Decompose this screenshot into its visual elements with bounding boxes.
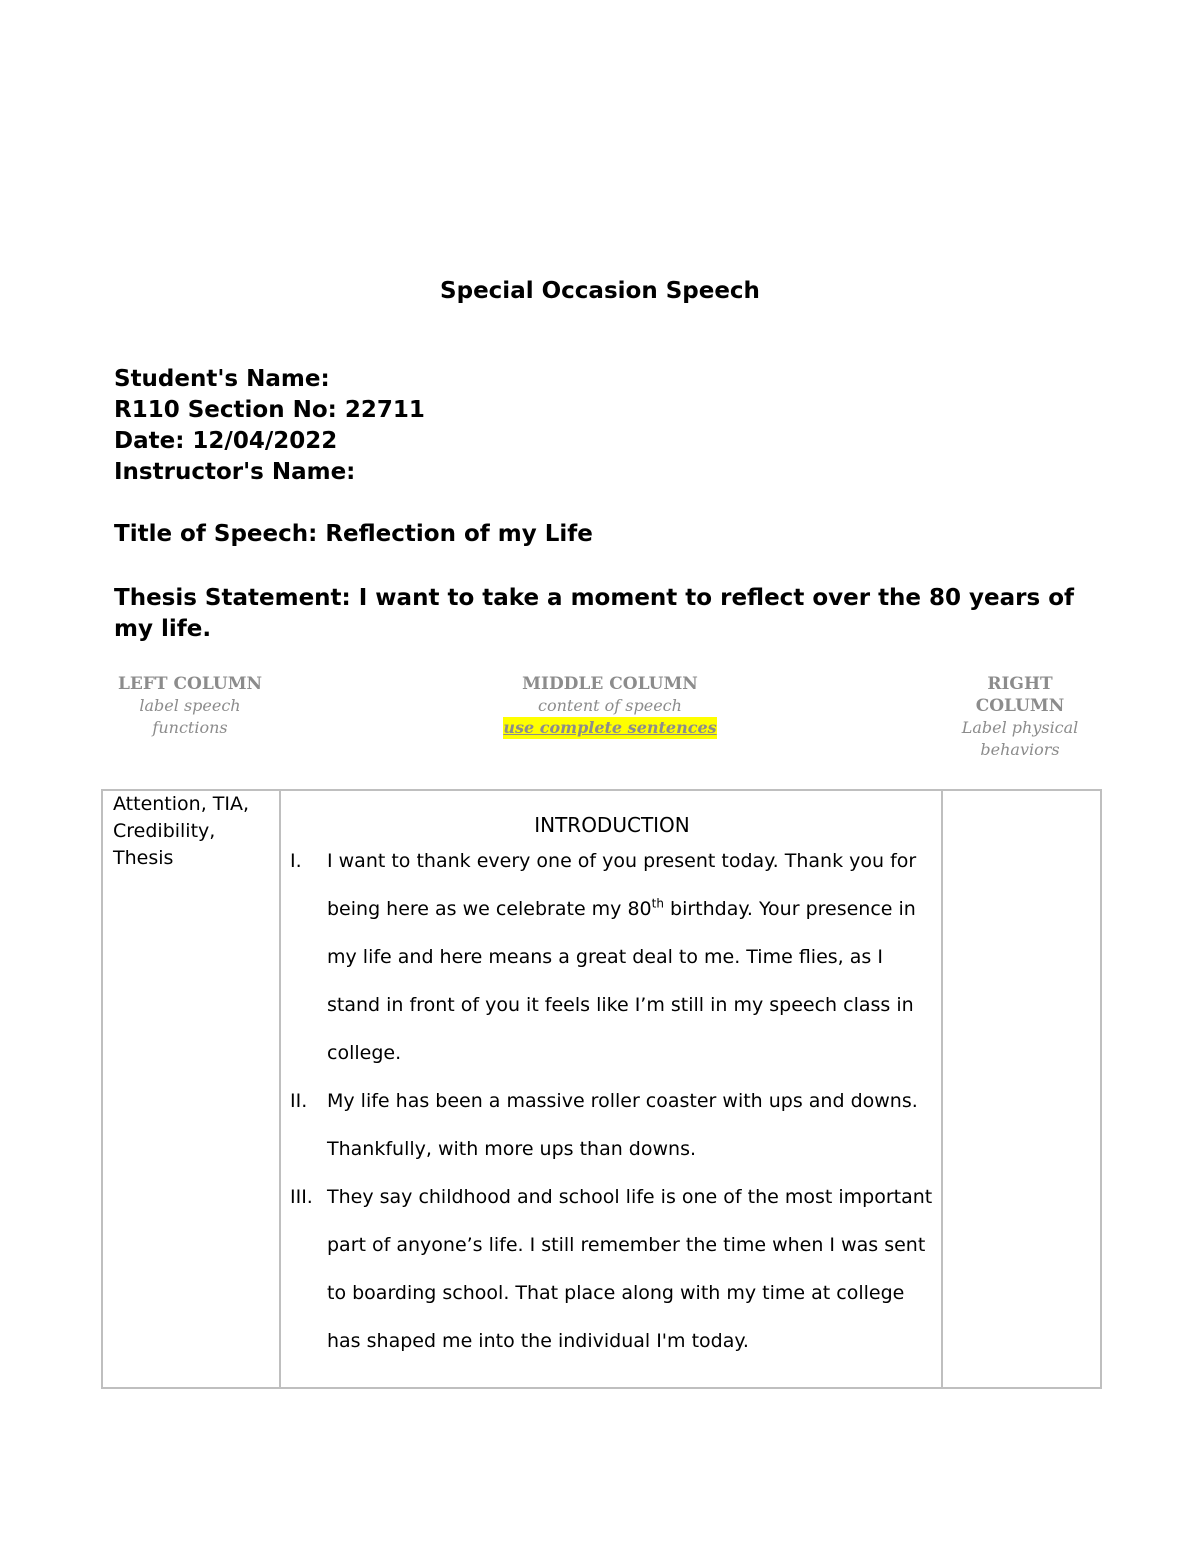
- speech-functions-cell: [103, 791, 281, 1387]
- left-column-header: [110, 673, 270, 739]
- middle-column-title: MIDDLE COLUMN: [522, 674, 698, 694]
- student-info-block: [114, 364, 425, 488]
- right-column-title-1: RIGHT: [987, 674, 1053, 694]
- function-label-3: Thesis: [113, 847, 174, 869]
- speech-title: Title of Speech: Reflection of my Life: [114, 521, 593, 547]
- outline-numeral: II.: [290, 1090, 308, 1112]
- date-line: Date: 12/04/2022: [114, 428, 338, 454]
- outline-numeral: III.: [290, 1186, 313, 1208]
- right-column-subtitle-2: behaviors: [980, 740, 1060, 759]
- right-column-header: [955, 673, 1085, 761]
- thesis-statement: Thesis Statement: I want to take a moment to reflect over the 80 years of my life.: [114, 585, 1075, 642]
- right-column-subtitle-1: Label physical: [961, 718, 1079, 737]
- outline-text: They say childhood and school life is one of the most important part of anyone’s life. I still remember the time when I was sent to boarding school. That place along with my time at college has shaped me into the individual I'm today.: [327, 1186, 933, 1352]
- outline-item-3: [281, 1173, 943, 1365]
- physical-behaviors-cell: [943, 791, 1100, 1387]
- outline-text-part: I want to thank every one of you present today. Thank you for being here as we celebrate my 80: [327, 850, 917, 920]
- outline-item-2: [281, 1077, 943, 1173]
- outline-numeral: I.: [290, 850, 302, 872]
- right-column-title-2: COLUMN: [975, 696, 1065, 716]
- middle-column-subtitle: content of speech: [538, 696, 682, 715]
- outline-text-part: birthday. Your presence in my life and here means a great deal to me. Time flies, as I stand in front of you it feels like I’m still in my speech class in college.: [327, 898, 916, 1064]
- speech-functions-text: [113, 791, 269, 872]
- page-title: Special Occasion Speech: [440, 278, 760, 304]
- middle-column-highlight: use complete sentences: [503, 718, 717, 737]
- outline-item-1: [281, 837, 943, 1077]
- introduction-outline: [281, 837, 943, 1365]
- speech-outline-table: [101, 789, 1102, 1389]
- left-column-subtitle-2: functions: [152, 718, 228, 737]
- section-number-line: R110 Section No: 22711: [114, 397, 425, 423]
- outline-text: My life has been a massive roller coaster with ups and downs. Thankfully, with more ups than downs.: [327, 1090, 918, 1160]
- function-label-1: Attention, TIA,: [113, 793, 250, 815]
- ordinal-superscript: th: [651, 896, 664, 911]
- function-label-2: Credibility,: [113, 820, 216, 842]
- middle-column-header: [480, 673, 740, 739]
- speech-content-cell: [281, 791, 943, 1387]
- left-column-title: LEFT COLUMN: [117, 674, 263, 694]
- student-name-line: Student's Name:: [114, 366, 330, 392]
- introduction-heading: INTRODUCTION: [534, 813, 690, 837]
- instructor-name-line: Instructor's Name:: [114, 459, 356, 485]
- left-column-subtitle-1: label speech: [139, 696, 241, 715]
